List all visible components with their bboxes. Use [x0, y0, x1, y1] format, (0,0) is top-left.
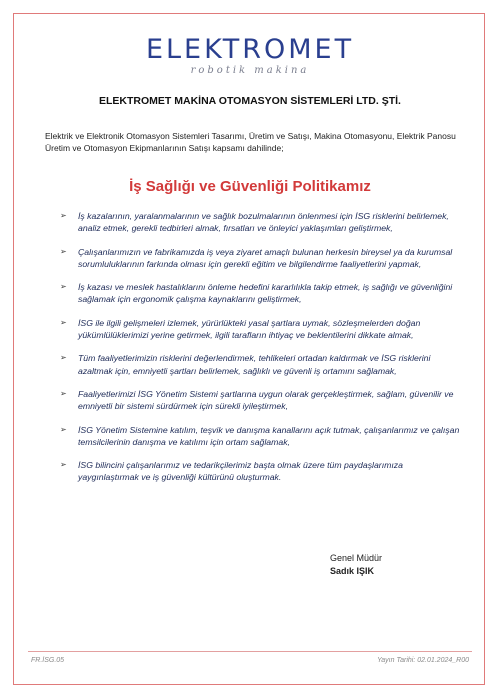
policy-bullet [60, 210, 460, 235]
policy-bullet-list [60, 210, 460, 495]
arrow-bullet-icon: ➢ [60, 317, 67, 327]
policy-bullet [60, 459, 460, 484]
publish-date: Yayın Tarihi: 02.01.2024_R00 [377, 657, 469, 664]
policy-title: İş Sağlığı ve Güvenliği Politikamız [129, 178, 371, 195]
arrow-bullet-icon: ➢ [60, 424, 67, 434]
policy-bullet [60, 246, 460, 271]
company-logo [0, 36, 500, 76]
logo-wordmark: ELEKTROMET [145, 34, 355, 65]
policy-bullet-text: İSG ile ilgili gelişmeleri izlemek, yürürlükteki yasal şartlara uymak, sözleşmelerden doğan yükümlülüklerimizi yerine getirmek, ilgili tarafların ihtiyaç ve beklentilerini dikkate almak, [78, 317, 421, 341]
company-name: ELEKTROMET MAKİNA OTOMASYON SİSTEMLERİ LTD. ŞTİ. [99, 95, 401, 107]
document-code: FR.İSG.05 [31, 657, 65, 664]
policy-bullet-text: Çalışanlarımızın ve fabrikamızda iş veya ziyaret amaçlı bulunan herkesin bireysel ya da kurumsal sorumluluklarının farkında olması için gerekli eğitim ve bilgilendirme faaliyetlerini yapmak, [78, 246, 453, 269]
policy-bullet [60, 317, 460, 342]
footer-divider [28, 651, 472, 652]
arrow-bullet-icon: ➢ [60, 460, 67, 470]
arrow-bullet-icon: ➢ [60, 353, 67, 363]
scope-statement: Elektrik ve Elektronik Otomasyon Sistemleri Tasarımı, Üretim ve Satışı, Makina Otomasyonu, Elektrik Panosu Üretim ve Otomasyon Ekipmanlarının Satışı kapsamı dahilinde; [45, 131, 456, 153]
arrow-bullet-icon: ➢ [60, 211, 67, 220]
logo-tagline: robotik makina [190, 65, 310, 76]
policy-bullet-text: İş kazası ve meslek hastalıklarını önleme hedefini kararlılıkla takip etmek, iş sağlığı ve güvenliğini sağlamak için ergonomik çalışma kaynaklarını geliştirmek, [78, 282, 453, 305]
policy-bullet-text: Faaliyetlerimizi İSG Yönetim Sistemi şartlarına uygun olarak gerçekleştirmek, sağlam, güvenilir ve emniyetli bir sistemi sürdürmek için sürekli iyileştirmek, [78, 388, 454, 412]
policy-bullet [60, 352, 460, 377]
signatory-title: Genel Müdür [330, 553, 383, 563]
policy-bullet [60, 281, 460, 306]
policy-bullet-text: İSG Yönetim Sistemine katılım, teşvik ve danışma kanallarını açık tutmak, çalışanlarımız ve çalışan temsilcilerinin danışma ve katılımı için ortam sağlamak, [78, 424, 460, 447]
signature-block [330, 552, 470, 578]
arrow-bullet-icon: ➢ [60, 388, 67, 398]
policy-bullet [60, 388, 460, 413]
policy-bullet-text: Tüm faaliyetlerimizin risklerini değerlendirmek, tehlikeleri ortadan kaldırmak ve İSG risklerini azaltmak için, emniyetli şartları belirlemek, sağlıklı ve güvenli iş ortamını sağlamak, [78, 353, 431, 376]
policy-bullet-text: İSG bilincini çalışanlarımız ve tedarikçilerimiz başta olmak üzere tüm paydaşlarımıza yaygınlaştırmak ve iş güvenliği kültürünü oluşturmak. [78, 460, 403, 483]
policy-bullet [60, 424, 460, 449]
policy-bullet-text: İş kazalarının, yaralanmalarının ve sağlık bozulmalarının önlenmesi için İSG risklerini belirlemek, analiz etmek, gerekli tedbirleri almak, fırsatları ve önleyici yaklaşımları geliştirmek, [78, 211, 449, 234]
arrow-bullet-icon: ➢ [60, 282, 67, 292]
signatory-name: Sadık IŞIK [330, 566, 375, 576]
arrow-bullet-icon: ➢ [60, 246, 67, 256]
